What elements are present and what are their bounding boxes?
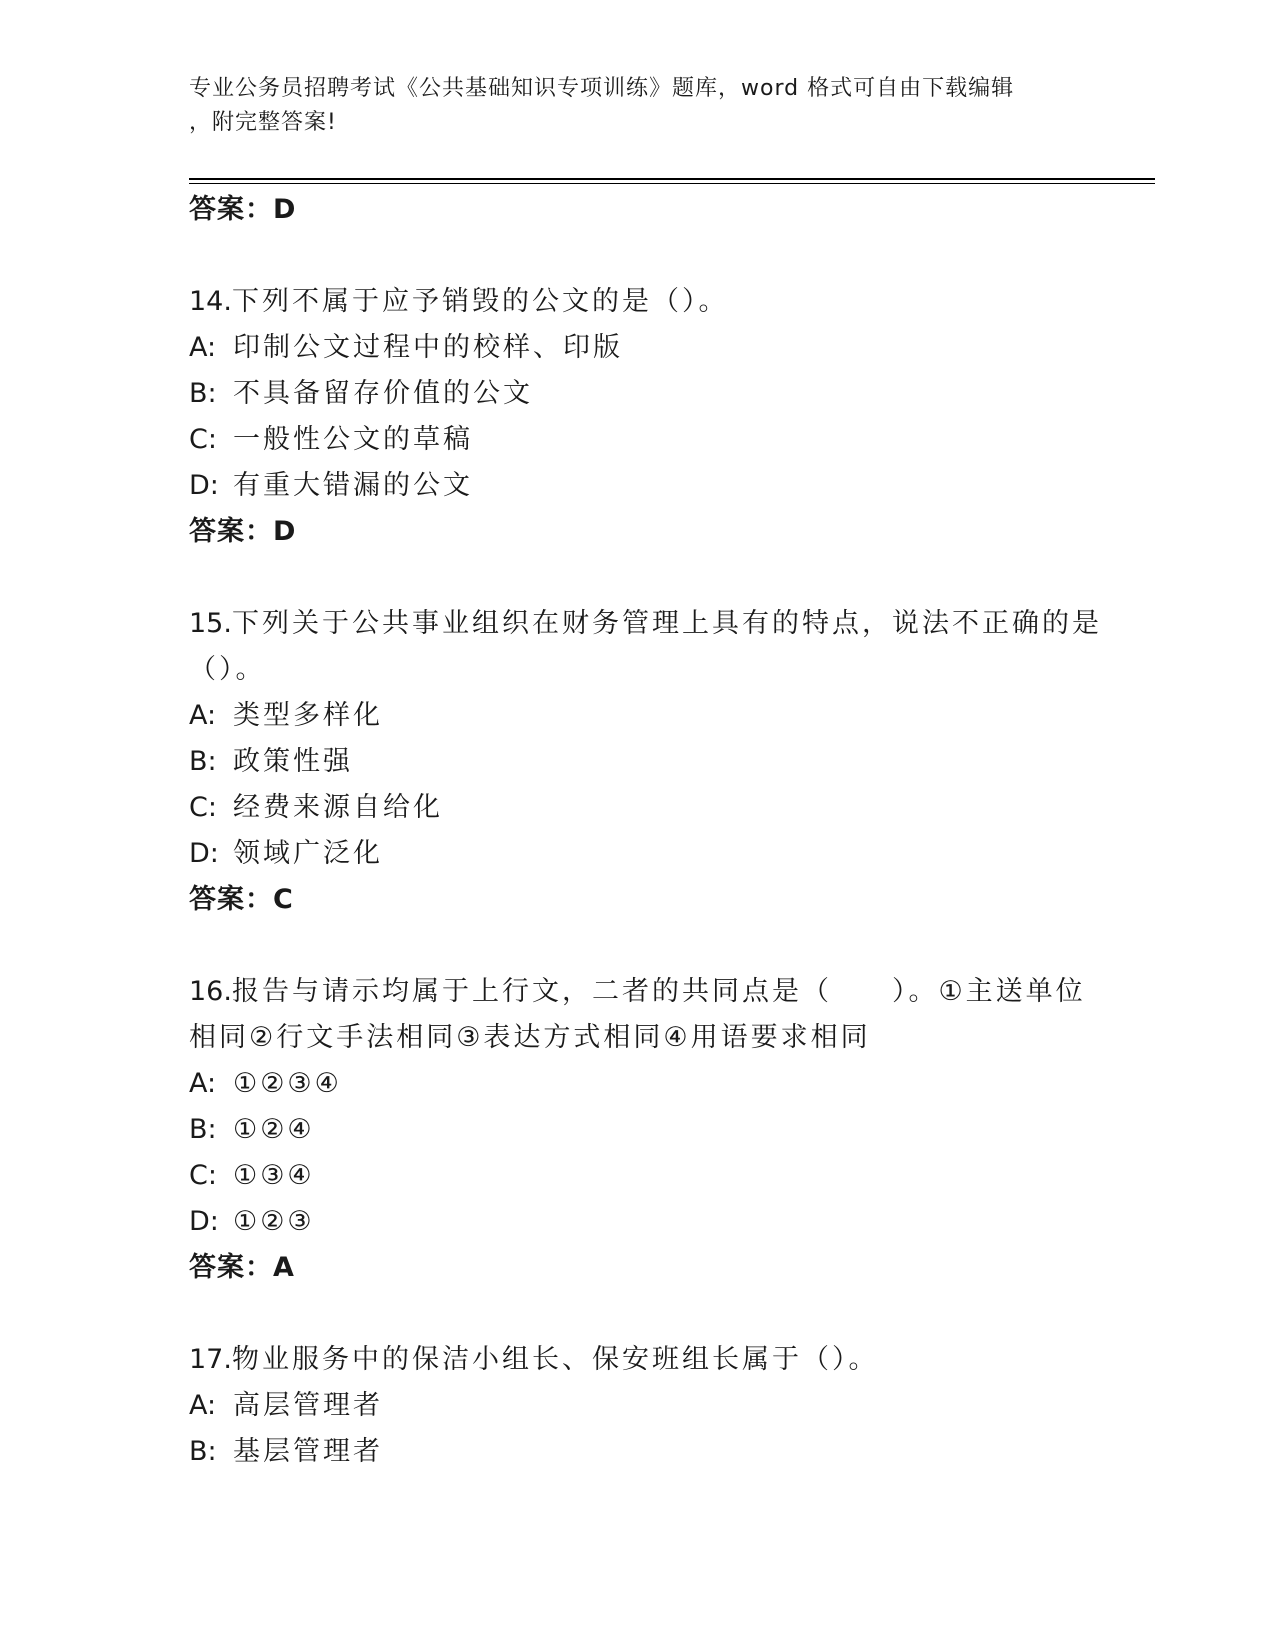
question-14: [189, 279, 1089, 555]
document-header: [189, 72, 1069, 140]
option-text: ①③④: [233, 1160, 315, 1191]
question-line: [189, 279, 1089, 325]
option-text: 有重大错漏的公文: [233, 470, 473, 501]
question-text: [189, 969, 1089, 1061]
option-key: B:: [189, 1436, 217, 1467]
option-key: C:: [189, 424, 217, 455]
option-c: [189, 1153, 1089, 1199]
option-text: ①②③: [233, 1206, 315, 1237]
question-text: [189, 601, 1102, 693]
question-text: [189, 1337, 1089, 1383]
question-number: 17.: [189, 1344, 232, 1375]
option-d: [189, 831, 1089, 877]
option-key: A:: [189, 332, 217, 363]
question-17: [189, 1337, 1089, 1475]
option-d: [189, 463, 1089, 509]
option-key: B:: [189, 1114, 217, 1145]
answer: 答案：D: [189, 516, 297, 547]
question-number: 14.: [189, 286, 232, 317]
question-line: 相同②行文手法相同③表达方式相同④用语要求相同: [189, 1022, 871, 1053]
option-text: 领域广泛化: [233, 838, 383, 869]
option-text: 不具备留存价值的公文: [233, 378, 533, 409]
option-text: 类型多样化: [233, 700, 383, 731]
option-key: D:: [189, 1206, 219, 1237]
option-b: [189, 1107, 1089, 1153]
question-text: [189, 279, 1089, 325]
option-key: A:: [189, 1390, 217, 1421]
option-key: C:: [189, 792, 217, 823]
question-number: 16.: [189, 976, 232, 1007]
header-rule-thin: [189, 183, 1155, 184]
question-stem: 物业服务中的保洁小组长、保安班组长属于（）。: [231, 1344, 879, 1375]
option-text: 高层管理者: [233, 1390, 383, 1421]
question-line: [189, 1337, 1089, 1383]
option-text: 印制公文过程中的校样、印版: [233, 332, 623, 363]
option-b: [189, 739, 1089, 785]
option-text: 一般性公文的草稿: [233, 424, 473, 455]
question-stem: 下列关于公共事业组织在财务管理上具有的特点，说法不正确的是: [231, 608, 1102, 639]
option-a: [189, 693, 1089, 739]
option-text: ①②④: [233, 1114, 315, 1145]
question-15: [189, 601, 1102, 923]
question-line: （）。: [189, 654, 266, 685]
answer: 答案：A: [189, 1252, 295, 1283]
option-b: [189, 1429, 1089, 1475]
header-line-1: 专业公务员招聘考试《公共基础知识专项训练》题库，word 格式可自由下载编辑: [189, 76, 1015, 101]
option-c: [189, 785, 1089, 831]
option-text: ①②③④: [233, 1068, 342, 1099]
option-b: [189, 371, 1089, 417]
option-key: D:: [189, 470, 219, 501]
option-key: A:: [189, 700, 217, 731]
question-line: [189, 601, 1102, 647]
option-text: 基层管理者: [233, 1436, 383, 1467]
question-line: [189, 969, 1089, 1015]
question-stem: 下列不属于应予销毁的公文的是（）。: [231, 286, 729, 317]
option-key: C:: [189, 1160, 217, 1191]
option-c: [189, 417, 1089, 463]
previous-answer: 答案：D: [189, 194, 297, 225]
option-a: [189, 325, 1089, 371]
question-stem: 报告与请示均属于上行文，二者的共同点是（ ）。①主送单位: [231, 976, 1086, 1007]
question-list: [189, 185, 1102, 1475]
option-key: B:: [189, 378, 217, 409]
option-key: A:: [189, 1068, 217, 1099]
question-number: 15.: [189, 608, 232, 639]
answer: 答案：C: [189, 884, 294, 915]
option-a: [189, 1061, 1089, 1107]
option-a: [189, 1383, 1089, 1429]
question-16: [189, 969, 1089, 1291]
header-line-2: ，附完整答案!: [189, 110, 337, 135]
option-key: D:: [189, 838, 219, 869]
option-text: 政策性强: [233, 746, 353, 777]
header-rule-thick: [189, 178, 1155, 180]
option-d: [189, 1199, 1089, 1245]
option-text: 经费来源自给化: [233, 792, 443, 823]
option-key: B:: [189, 746, 217, 777]
